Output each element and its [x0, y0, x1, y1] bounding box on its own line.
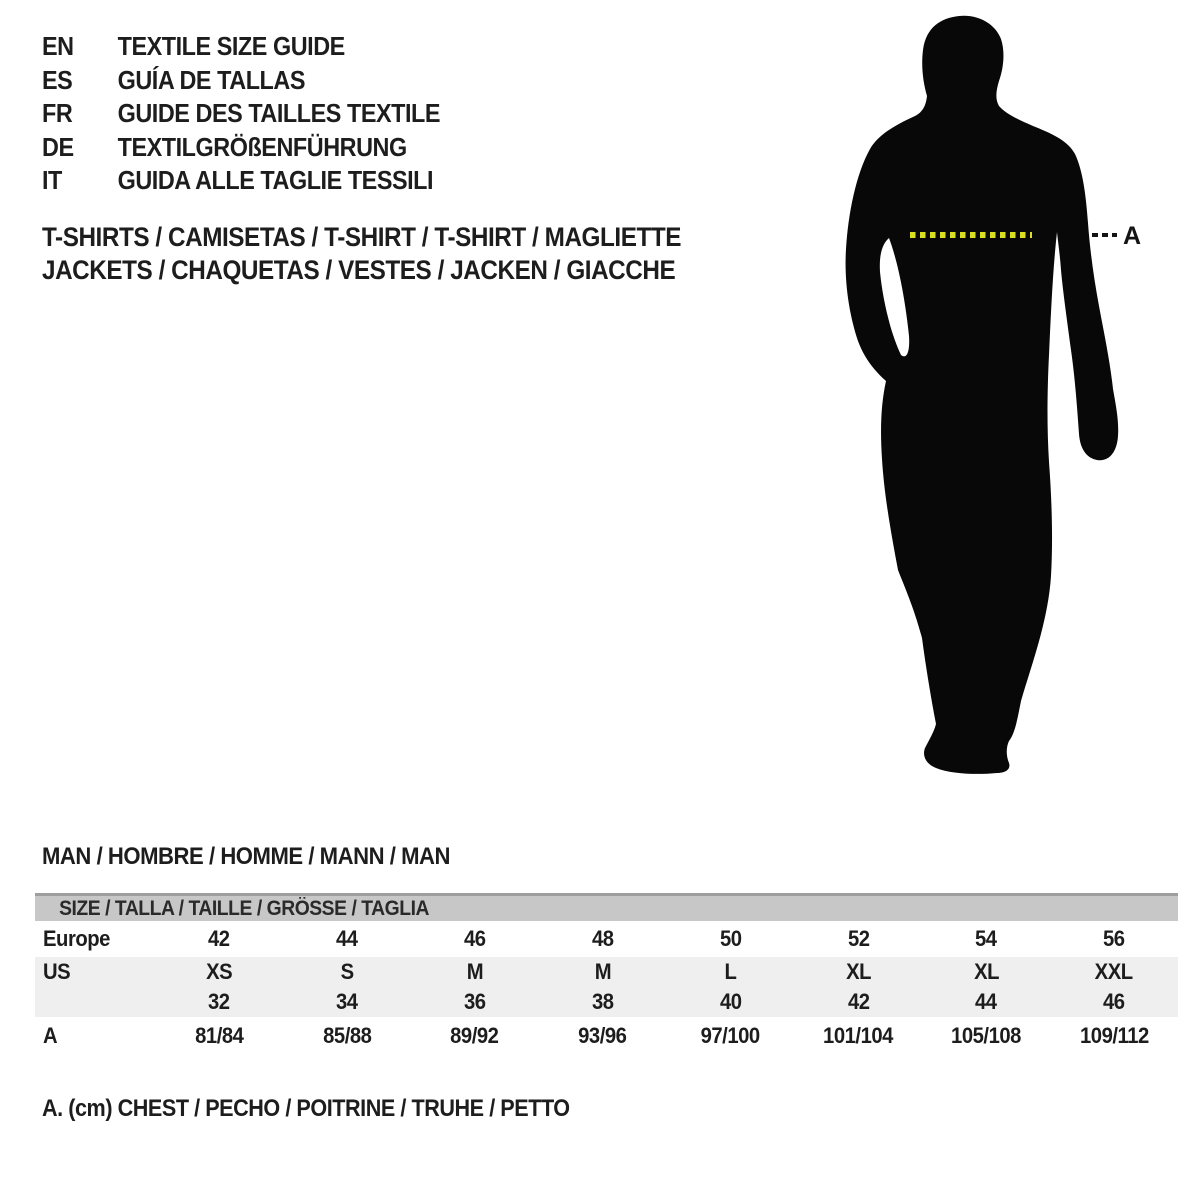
cell-value: 56 [1103, 926, 1125, 951]
table-row-europe [35, 921, 1178, 957]
guide-title-fr: GUIDE DES TAILLES TEXTILE [117, 98, 441, 128]
row-label-text: US [43, 959, 71, 984]
cell-value: 85/88 [322, 1023, 371, 1048]
cell [1050, 1023, 1178, 1049]
cell-value: 38 [591, 989, 614, 1014]
cell [794, 959, 922, 985]
cell-value: 52 [847, 926, 870, 951]
cell [411, 989, 539, 1015]
row-label [35, 959, 155, 985]
cell [667, 926, 795, 952]
cell [283, 1023, 411, 1049]
size-table-header [35, 893, 1178, 921]
cell-value: 44 [975, 989, 997, 1014]
man-silhouette [846, 16, 1119, 774]
cell [155, 1023, 283, 1049]
language-code: DE [42, 131, 74, 162]
measure-label-a: A [1123, 222, 1142, 250]
table-row-us [35, 957, 1178, 987]
row-label-text: A [43, 1023, 58, 1048]
language-row-de [42, 131, 440, 165]
cell [539, 959, 667, 985]
cell [411, 926, 539, 952]
product-line-jackets: JACKETS / CHAQUETAS / VESTES / JACKEN / GIACCHE [42, 255, 676, 285]
cell [411, 1023, 539, 1049]
cell [794, 926, 922, 952]
cell-value: 36 [463, 989, 486, 1014]
cell-value: 40 [719, 989, 742, 1014]
cell [922, 959, 1050, 985]
cell [155, 959, 283, 985]
cell [1050, 926, 1178, 952]
guide-title-es: GUÍA DE TALLAS [117, 64, 305, 95]
cell-value: 50 [719, 926, 742, 951]
cell [922, 1023, 1050, 1049]
row-label [35, 1023, 155, 1049]
cell [1050, 989, 1178, 1015]
cell-value: 89/92 [450, 1023, 499, 1048]
language-code: IT [42, 165, 62, 195]
cell-value: XL [845, 959, 871, 984]
size-table [35, 893, 1178, 1055]
measurement-footnote: A. (cm) CHEST / PECHO / POITRINE / TRUHE / PETTO [42, 1095, 570, 1122]
language-row-es [42, 64, 440, 98]
cell [539, 989, 667, 1015]
language-code: FR [42, 98, 73, 128]
guide-title-de: TEXTILGRÖßENFÜHRUNG [117, 131, 407, 162]
language-code: EN [42, 31, 74, 61]
cell-value: XL [973, 959, 999, 984]
language-code: ES [42, 64, 73, 95]
cell-value: 34 [336, 989, 358, 1014]
product-line-tshirts: T-SHIRTS / CAMISETAS / T-SHIRT / T-SHIRT / MAGLIETTE [42, 222, 682, 252]
cell-value: XXL [1095, 959, 1134, 984]
cell [667, 1023, 795, 1049]
cell-value: 101/104 [823, 1023, 894, 1048]
cell-value: M [594, 959, 611, 984]
cell-value: 32 [208, 989, 230, 1014]
cell-value: 54 [975, 926, 997, 951]
cell-value: 97/100 [700, 1023, 761, 1048]
cell [922, 989, 1050, 1015]
cell [1050, 959, 1178, 985]
row-label [35, 926, 155, 952]
product-categories [42, 221, 681, 287]
row-label-text: Europe [43, 926, 110, 951]
measurement-figure [825, 10, 1145, 800]
cell-value: 48 [591, 926, 614, 951]
cell [283, 959, 411, 985]
cell-value: 42 [847, 989, 870, 1014]
language-list [42, 30, 440, 198]
cell [922, 926, 1050, 952]
row-label [35, 989, 155, 1015]
cell-value: M [466, 959, 483, 984]
cell [283, 926, 411, 952]
cell-value: S [340, 959, 354, 984]
cell [155, 926, 283, 952]
table-row-chest-measurement [35, 1017, 1178, 1055]
guide-title-en: TEXTILE SIZE GUIDE [117, 31, 345, 61]
cell-value: 44 [336, 926, 358, 951]
cell [411, 959, 539, 985]
cell-value: 46 [1103, 989, 1125, 1014]
cell [794, 1023, 922, 1049]
cell-value: 109/112 [1079, 1023, 1149, 1048]
cell-value: 42 [208, 926, 230, 951]
guide-title-it: GUIDA ALLE TAGLIE TESSILI [117, 165, 434, 195]
language-row-en [42, 30, 440, 64]
cell [667, 989, 795, 1015]
cell-value: 93/96 [578, 1023, 627, 1048]
language-row-it [42, 164, 440, 198]
cell [283, 989, 411, 1015]
cell [539, 926, 667, 952]
size-table-header-label: SIZE / TALLA / TAILLE / GRÖSSE / TAGLIA [59, 896, 429, 920]
section-title-man: MAN / HOMBRE / HOMME / MANN / MAN [42, 843, 451, 870]
cell-value: XS [205, 959, 232, 984]
cell [539, 1023, 667, 1049]
cell-value: L [724, 959, 737, 984]
cell [155, 989, 283, 1015]
table-row-alt-sizes [35, 987, 1178, 1017]
cell-value: 105/108 [951, 1023, 1022, 1048]
cell [794, 989, 922, 1015]
cell [667, 959, 795, 985]
language-row-fr [42, 97, 440, 131]
cell-value: 81/84 [194, 1023, 244, 1048]
cell-value: 46 [463, 926, 486, 951]
